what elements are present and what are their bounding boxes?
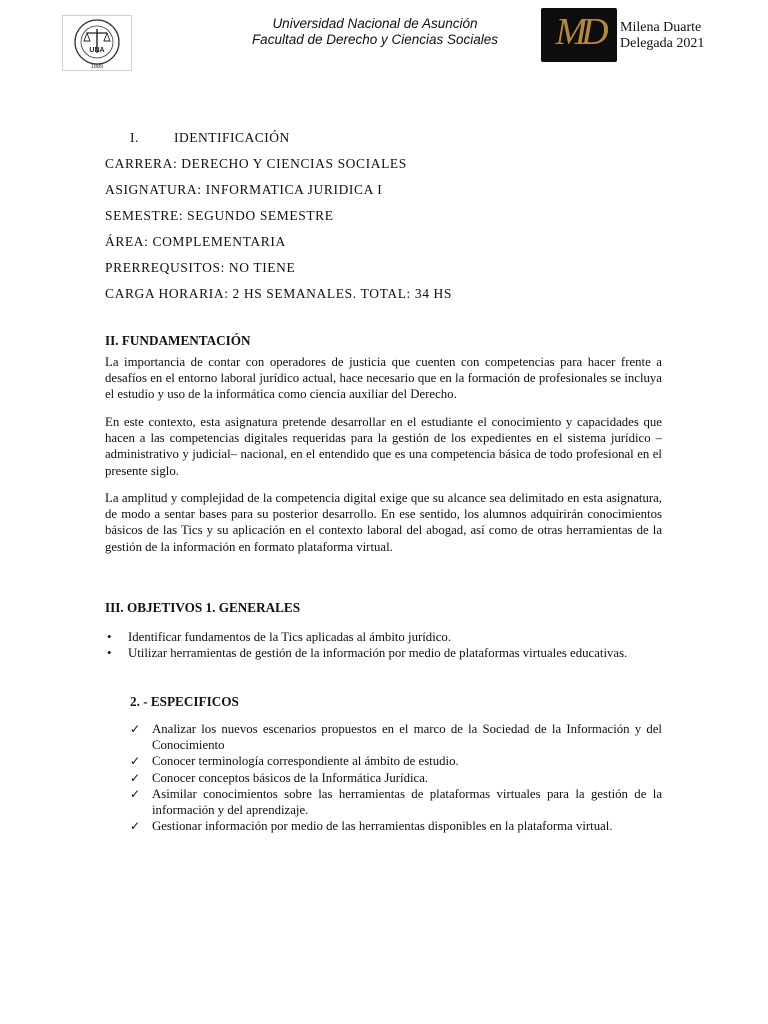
- delegate-signature: [620, 20, 704, 52]
- list-item-text: Utilizar herramientas de gestión de la información por medio de plataformas virtuales educativas.: [128, 646, 628, 661]
- identification-row-area: [105, 234, 286, 250]
- list-item: [105, 645, 662, 661]
- checkmark-icon: ✓: [130, 722, 141, 736]
- field-label: CARRERA:: [105, 156, 178, 171]
- checkmark-icon: ✓: [130, 786, 141, 801]
- faculty-name: Facultad de Derecho y Ciencias Sociales: [251, 32, 499, 47]
- university-name: Universidad Nacional de Asunción: [272, 16, 478, 31]
- section-identification-heading: [130, 130, 290, 146]
- seal-acronym: UNA: [89, 47, 105, 54]
- field-value: INFORMATICA JURIDICA I: [201, 182, 383, 197]
- list-item: [130, 770, 662, 786]
- specific-objectives-heading: 2. - ESPECIFICOS: [130, 694, 239, 709]
- section-objetivos-heading: III. OBJETIVOS 1. GENERALES: [105, 600, 301, 615]
- identification-row-asignatura: [105, 182, 382, 198]
- field-value: 2 HS SEMANALES.: [228, 286, 361, 301]
- paragraph: En este contexto, esta asignatura pretende desarrollar en el estudiante el conocimiento y capacidades que hacen a las competencias digitales requeridas para la gestión de los expedientes en el sistema jurídico –administrativo y judicial– nacional, en el entendido que es una competencia básica de todo profesional en el presente siglo.: [105, 415, 662, 478]
- list-item-text: Conocer conceptos básicos de la Informática Jurídica.: [152, 770, 429, 785]
- field-value: COMPLEMENTARIA: [148, 234, 286, 249]
- paragraph: La importancia de contar con operadores de justicia que cuenten con competencias para hacer frente a desafíos en el entorno laboral jurídico actual, hace necesario que en la formación de profesionales se incluya el estudio y uso de la informática como ciencia auxiliar del Derecho.: [105, 355, 662, 402]
- list-item-text: Conocer terminología correspondiente al ámbito de estudio.: [152, 754, 459, 769]
- list-item-text: Gestionar información por medio de las herramientas disponibles en la plataforma virtual.: [152, 819, 613, 834]
- list-item: [130, 753, 662, 769]
- identification-row-semestre: [105, 208, 334, 224]
- checkmark-icon: ✓: [130, 754, 141, 769]
- field-label-total: TOTAL:: [360, 286, 411, 301]
- checkmark-icon: ✓: [130, 819, 141, 834]
- delegate-monogram-logo: [541, 8, 617, 62]
- identification-row-prerrequisitos: [105, 260, 295, 276]
- monogram-text: MD: [555, 11, 603, 53]
- field-label: PRERREQUSITOS:: [105, 260, 225, 275]
- document-header: [180, 16, 570, 48]
- field-value: DERECHO Y CIENCIAS SOCIALES: [177, 156, 407, 171]
- university-seal-logo: [62, 15, 132, 71]
- field-label: ASIGNATURA:: [105, 182, 202, 197]
- checkmark-icon: ✓: [130, 770, 141, 785]
- paragraph: La amplitud y complejidad de la competencia digital exige que su alcance sea delimitado en esta asignatura, de modo a sentar bases para su posterior desarrollo. En ese sentido, los alumnos adquirirán conocimientos básicos de las Tics y su aplicación en el contexto laboral del abogad, así como de otras herramientas de la gestión de la información en formato plataforma virtual.: [105, 491, 662, 554]
- delegate-name: Milena Duarte: [620, 20, 702, 35]
- list-item: [130, 786, 662, 818]
- section-number: I.: [130, 130, 139, 145]
- list-item-text: Identificar fundamentos de la Tics aplicadas al ámbito jurídico.: [128, 630, 452, 644]
- section-fundamentacion-heading: II. FUNDAMENTACIÓN: [105, 333, 251, 348]
- list-item: [130, 721, 662, 753]
- identification-row-carga-horaria: [105, 286, 452, 302]
- field-label: ÁREA:: [105, 234, 149, 249]
- field-label: SEMESTRE:: [105, 208, 184, 223]
- section-title: IDENTIFICACIÓN: [174, 130, 290, 145]
- identification-row-carrera: [105, 156, 407, 172]
- university-seal-icon: [62, 15, 132, 71]
- seal-year: 1889: [90, 64, 104, 70]
- list-item: [130, 818, 662, 834]
- list-item-text: Analizar los nuevos escenarios propuestos en el marco de la Sociedad de la Información y del Conocimiento: [152, 722, 662, 753]
- list-item-text: Asimilar conocimientos sobre las herramientas de plataformas virtuales para la gestión de la información y del aprendizaje.: [152, 786, 662, 818]
- field-label: CARGA HORARIA:: [105, 286, 229, 301]
- list-item: [105, 629, 662, 645]
- bullet-icon: •: [107, 646, 112, 661]
- bullet-icon: •: [107, 630, 112, 644]
- general-objectives-list: [105, 629, 662, 661]
- delegate-role: Delegada 2021: [620, 36, 705, 51]
- specific-objectives-list: [130, 721, 662, 834]
- field-value: NO TIENE: [224, 260, 296, 275]
- field-value-total: 34 HS: [410, 286, 453, 301]
- field-value: SEGUNDO SEMESTRE: [183, 208, 334, 223]
